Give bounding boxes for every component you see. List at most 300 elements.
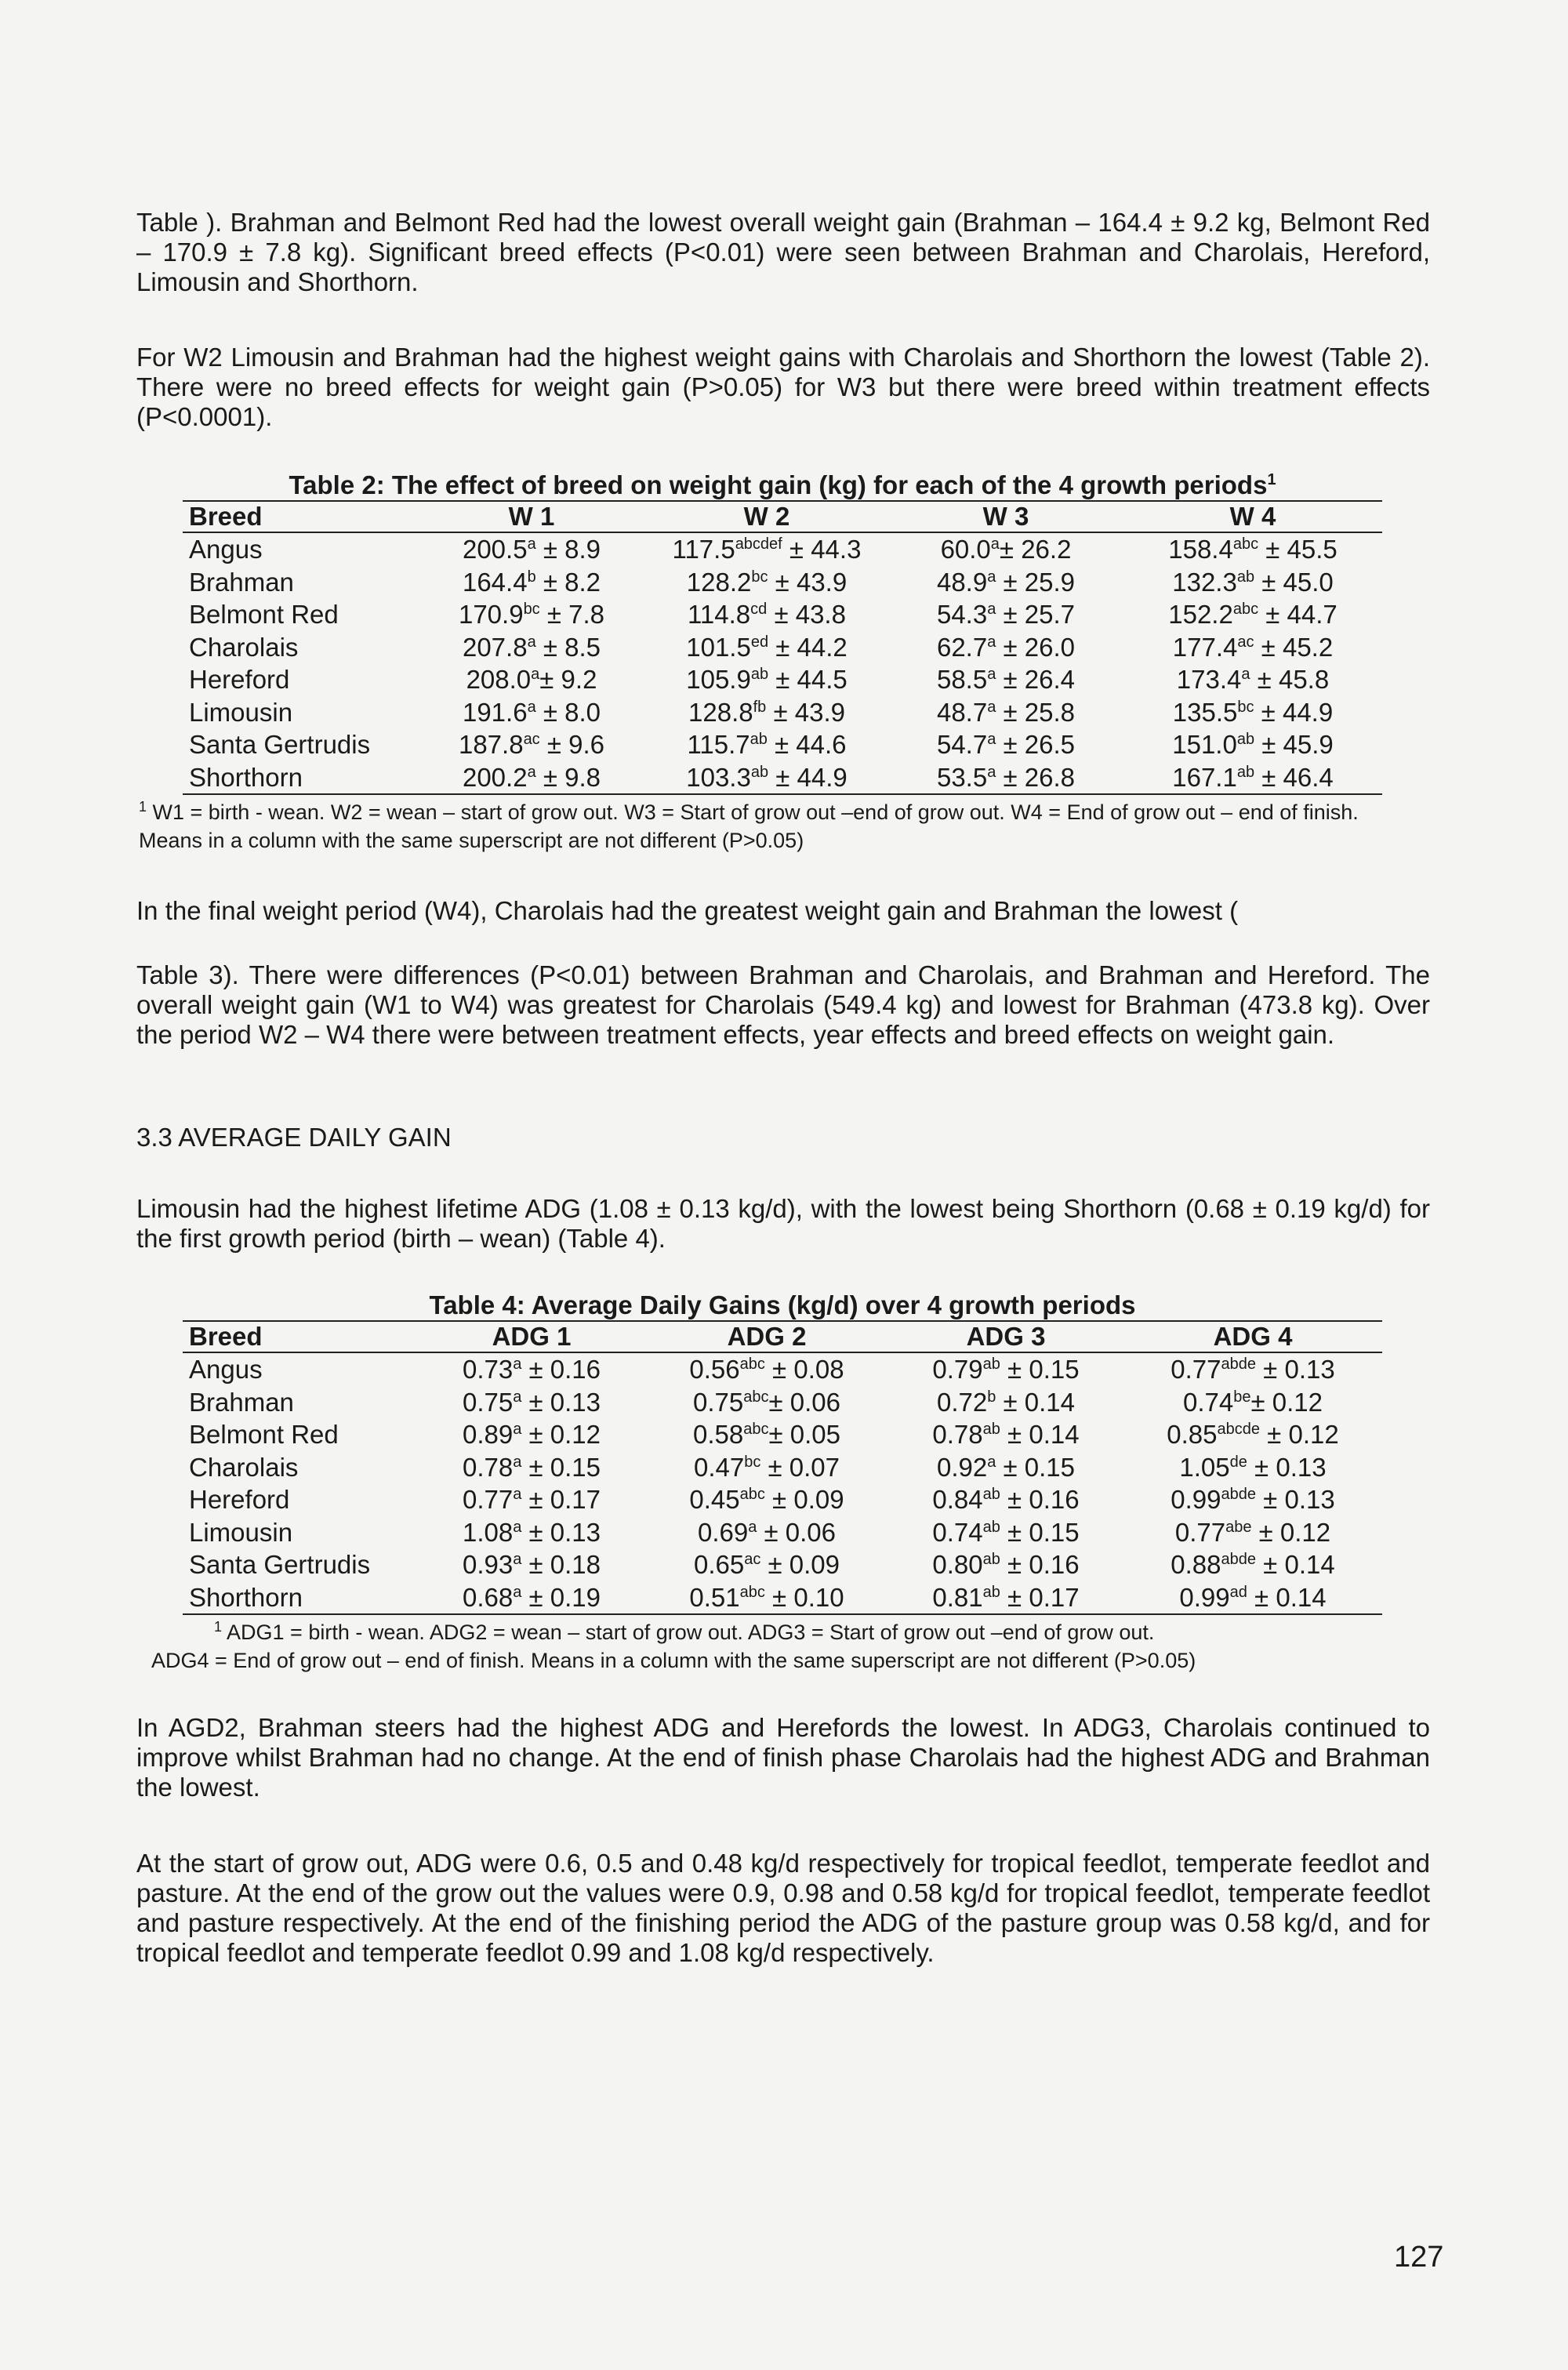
table-4-breed-cell xyxy=(183,1516,418,1549)
table-4-value-cell xyxy=(645,1386,888,1419)
table-4-superscript: abc xyxy=(743,1421,769,1438)
table-2-superscript: ab xyxy=(1236,568,1255,586)
table-2-value-cell xyxy=(1123,598,1382,631)
table-4-value-cell xyxy=(1123,1451,1382,1484)
table-4-superscript: abc xyxy=(743,1388,769,1406)
table-4-error: ± 0.15 xyxy=(1000,1355,1080,1384)
table-4-breed-cell xyxy=(183,1581,418,1615)
table-2-error: ± 25.7 xyxy=(996,600,1076,629)
table-4-value: 0.99 xyxy=(1179,1582,1230,1612)
table-2-value: Charolais xyxy=(189,632,299,662)
table-2-error: ± 26.4 xyxy=(996,665,1076,694)
table-4-value-cell xyxy=(645,1548,888,1581)
table-4-error: ± 0.13 xyxy=(1256,1355,1335,1384)
table-4-error: ± 0.18 xyxy=(521,1550,601,1579)
table-4-value-cell xyxy=(418,1386,645,1419)
table-4-error: ± 0.12 xyxy=(1250,1387,1323,1417)
table-4-value: Hereford xyxy=(189,1485,290,1514)
table-4-error: ± 0.15 xyxy=(1000,1517,1080,1547)
paragraph-final-weight-period: In the final weight period (W4), Charolais had the greatest weight gain and Brahman the lowest ( xyxy=(136,896,1239,925)
table-2-caption: Table 2: The effect of breed on weight gain (kg) for each of the 4 growth periods$^1$ xyxy=(183,470,1382,502)
table-4-error: ± 0.17 xyxy=(1000,1582,1080,1612)
table-4-value: 0.74 xyxy=(932,1517,983,1547)
table-2-value: Hereford xyxy=(189,665,290,694)
table-2-value-cell xyxy=(888,532,1123,566)
table-2-value: 60.0 xyxy=(940,535,991,564)
table-2-error: ± 25.9 xyxy=(996,567,1076,597)
table-2-superscript: bc xyxy=(523,601,540,618)
table-2-value: 208.0 xyxy=(466,665,532,694)
table-4-value-cell xyxy=(888,1352,1123,1386)
table-4-superscript: de xyxy=(1229,1453,1247,1471)
table-4-value-cell xyxy=(645,1352,888,1386)
table-2-value: 54.7 xyxy=(936,730,988,759)
table-2-superscript: bc xyxy=(751,568,768,586)
table-4-grid xyxy=(183,1322,1382,1615)
table-2-header-w3: W 3 xyxy=(888,502,1123,532)
table-4-value: Limousin xyxy=(189,1517,293,1547)
table-4-superscript: abde xyxy=(1221,1486,1257,1503)
table-2-breed-cell xyxy=(183,728,418,761)
table-2-value: 101.5 xyxy=(686,632,751,662)
table-4-header-breed: Breed xyxy=(183,1322,418,1352)
table-4-value-cell xyxy=(1123,1548,1382,1581)
table-4-value: 0.51 xyxy=(689,1582,740,1612)
table-2-superscript: a xyxy=(987,601,996,618)
table-4-header-adg2: ADG 2 xyxy=(645,1322,888,1352)
table-2-row xyxy=(183,566,1382,599)
table-2-error: ± 44.2 xyxy=(768,632,848,662)
table-2-error: ± 45.9 xyxy=(1254,730,1334,759)
table-2-error: ± 26.0 xyxy=(996,632,1076,662)
table-4-superscript: ab xyxy=(982,1518,1000,1536)
table-2-value-cell xyxy=(645,566,888,599)
table-4-header-adg1: ADG 1 xyxy=(418,1322,645,1352)
table-4-error: ± 0.16 xyxy=(1000,1550,1080,1579)
table-4-value: 0.93 xyxy=(462,1550,514,1579)
table-2-value-cell xyxy=(645,696,888,729)
table-4-superscript: a xyxy=(513,1356,522,1373)
table-2-row xyxy=(183,598,1382,631)
table-2-value: 200.5 xyxy=(462,535,528,564)
table-4-breed-cell xyxy=(183,1352,418,1386)
table-2-error: ± 44.7 xyxy=(1258,600,1338,629)
table-4-value: 0.84 xyxy=(932,1485,983,1514)
page-number: 127 xyxy=(1394,2241,1444,2274)
table-2-value-cell xyxy=(888,631,1123,664)
table-4-value: 0.73 xyxy=(462,1355,514,1384)
table-2-value-cell xyxy=(888,566,1123,599)
table-4-value: 0.89 xyxy=(462,1420,514,1449)
table-4-row xyxy=(183,1386,1382,1419)
table-4-superscript: ab xyxy=(982,1551,1000,1568)
table-2-body xyxy=(183,532,1382,794)
table-4-value-cell xyxy=(418,1352,645,1386)
table-2-value: 207.8 xyxy=(462,632,528,662)
table-4-value: 0.85 xyxy=(1167,1420,1218,1449)
table-2-value-cell xyxy=(1123,631,1382,664)
table-4-value: 0.75 xyxy=(693,1387,744,1417)
table-2-breed-cell xyxy=(183,598,418,631)
table-2-error: ± 7.8 xyxy=(539,600,605,629)
table-2-superscript: a xyxy=(987,666,996,683)
table-2-superscript: ab xyxy=(1236,731,1255,748)
table-2-header-w1: W 1 xyxy=(418,502,645,532)
table-2-error: ± 45.2 xyxy=(1254,632,1334,662)
table-4-breed-cell xyxy=(183,1483,418,1516)
table-4-error: ± 0.10 xyxy=(764,1582,844,1612)
table-4-value: 0.92 xyxy=(936,1452,988,1482)
table-4-value-cell xyxy=(888,1451,1123,1484)
table-4-error: ± 0.16 xyxy=(1000,1485,1080,1514)
table-2-header-row xyxy=(183,502,1382,532)
table-2-value: 170.9 xyxy=(458,600,524,629)
table-4-caption: Table 4: Average Daily Gains (kg/d) over 4 growth periods xyxy=(183,1290,1382,1322)
table-2-row xyxy=(183,728,1382,761)
table-4-superscript: ab xyxy=(982,1356,1000,1373)
table-4-superscript: a xyxy=(748,1518,757,1536)
paragraph-w2-w3: For W2 Limousin and Brahman had the highest weight gains with Charolais and Shorthorn the lowest (Table 2). There were no breed effects for weight gain (P>0.05) for W3 but there were breed within treatment effects (P<0.0001). xyxy=(136,343,1430,431)
table-2-grid xyxy=(183,502,1382,795)
table-4-error: ± 0.17 xyxy=(521,1485,601,1514)
table-2-value: 135.5 xyxy=(1172,697,1238,727)
table-2-superscript: a xyxy=(987,568,996,586)
table-4-error: ± 0.09 xyxy=(760,1550,840,1579)
table-4-superscript: ab xyxy=(982,1421,1000,1438)
table-4-value: 0.81 xyxy=(932,1582,983,1612)
table-4-footnote-line2: ADG4 = End of grow out – end of finish. Means in a column with the same superscript are not different (P>0.05) xyxy=(151,1649,1196,1672)
table-2-value: 62.7 xyxy=(936,632,988,662)
table-2-value-cell xyxy=(418,532,645,566)
table-2-error: ± 45.0 xyxy=(1254,567,1334,597)
table-2-value: 58.5 xyxy=(936,665,988,694)
table-2-error: ± 9.8 xyxy=(535,762,601,792)
table-4-value-cell xyxy=(1123,1418,1382,1451)
table-4-value-cell xyxy=(418,1548,645,1581)
table-4-error: ± 0.05 xyxy=(768,1420,840,1449)
table-4-row xyxy=(183,1451,1382,1484)
table-2-error: ± 44.6 xyxy=(767,730,847,759)
table-2-value-cell xyxy=(418,663,645,696)
table-2-superscript: abc xyxy=(1232,535,1259,553)
table-4-value-cell xyxy=(645,1418,888,1451)
table-4-row xyxy=(183,1418,1382,1451)
table-4-value: 0.77 xyxy=(1171,1355,1221,1384)
table-4-superscript: a xyxy=(513,1518,522,1536)
table-4-row xyxy=(183,1581,1382,1615)
table-2-error: ± 25.8 xyxy=(996,697,1076,727)
table-2-value-cell xyxy=(888,663,1123,696)
table-4-value-cell xyxy=(888,1516,1123,1549)
table-2-error: ± 45.8 xyxy=(1250,665,1330,694)
table-4-value: 0.65 xyxy=(693,1550,745,1579)
table-2-error: ± 9.6 xyxy=(539,730,605,759)
table-2-error: ± 44.9 xyxy=(768,762,848,792)
table-2-value: Angus xyxy=(189,535,263,564)
table-4-error: ± 0.14 xyxy=(1256,1550,1335,1579)
table-4-superscript: bc xyxy=(744,1453,761,1471)
table-4-value-cell xyxy=(888,1548,1123,1581)
table-2-superscript: a xyxy=(987,633,996,651)
table-4-error: ± 0.16 xyxy=(521,1355,601,1384)
table-4-value: 0.78 xyxy=(462,1452,514,1482)
table-4-value: 0.45 xyxy=(689,1485,740,1514)
table-4-error: ± 0.12 xyxy=(521,1420,601,1449)
table-2-error: ± 43.9 xyxy=(768,567,848,597)
table-4-superscript: abc xyxy=(739,1486,765,1503)
table-2-value: 128.2 xyxy=(686,567,752,597)
table-2-superscript: a xyxy=(527,698,536,716)
table-4-error: ± 0.06 xyxy=(768,1387,840,1417)
table-4-error: ± 0.09 xyxy=(764,1485,844,1514)
table-4-breed-cell xyxy=(183,1548,418,1581)
table-4-error: ± 0.14 xyxy=(996,1387,1076,1417)
table-2-error: ± 44.5 xyxy=(768,665,848,694)
table-2-superscript: abcdef xyxy=(735,535,782,553)
paragraph-weight-gain-overall: Table ). Brahman and Belmont Red had the lowest overall weight gain (Brahman – 164.4 ± 9.2 kg, Belmont Red – 170.9 ± 7.8 kg). Significant breed effects (P<0.01) were seen between Brahman and Charolais, Hereford, Limousin and Shorthorn. xyxy=(136,208,1430,296)
table-2-value-cell xyxy=(418,566,645,599)
table-4-value: Shorthorn xyxy=(189,1582,303,1612)
table-4-superscript: a xyxy=(513,1388,522,1406)
table-4-superscript: ad xyxy=(1229,1583,1247,1601)
table-4-value: 0.56 xyxy=(689,1355,740,1384)
table-2-superscript: a xyxy=(531,666,540,683)
table-2-value: 158.4 xyxy=(1168,535,1233,564)
table-2-superscript: a xyxy=(987,731,996,748)
table-4-error: ± 0.13 xyxy=(521,1517,601,1547)
table-2-value-cell xyxy=(888,761,1123,795)
table-2-value: 128.8 xyxy=(688,697,753,727)
table-2-error: ± 26.5 xyxy=(996,730,1076,759)
table-2-header-w4: W 4 xyxy=(1123,502,1382,532)
table-2-value: 48.7 xyxy=(936,697,988,727)
table-4-row xyxy=(183,1548,1382,1581)
table-2-superscript: ab xyxy=(750,763,769,781)
table-4-value: 0.75 xyxy=(462,1387,514,1417)
table-4-value-cell xyxy=(888,1581,1123,1615)
table-4-value: 0.74 xyxy=(1183,1387,1234,1417)
table-4-error: ± 0.06 xyxy=(757,1517,837,1547)
table-2-superscript: fb xyxy=(753,698,767,716)
table-4-body xyxy=(183,1352,1382,1614)
table-2-value-cell xyxy=(1123,566,1382,599)
table-2-error: ± 45.5 xyxy=(1258,535,1338,564)
table-2-superscript: a xyxy=(527,633,536,651)
table-2-value: 191.6 xyxy=(462,697,528,727)
table-2-value: 164.4 xyxy=(462,567,528,597)
table-2-superscript: ab xyxy=(750,731,768,748)
table-2-value: Shorthorn xyxy=(189,762,303,792)
table-4-superscript: abe xyxy=(1225,1518,1252,1536)
table-2-value-cell xyxy=(645,728,888,761)
table-2-value-cell xyxy=(418,631,645,664)
table-4-row xyxy=(183,1516,1382,1549)
table-2-value-cell xyxy=(1123,728,1382,761)
table-4-breed-cell xyxy=(183,1451,418,1484)
table-4-value-cell xyxy=(645,1581,888,1615)
table-4-value-cell xyxy=(645,1483,888,1516)
table-4-value-cell xyxy=(1123,1386,1382,1419)
table-2-value-cell xyxy=(1123,761,1382,795)
table-4-value: 0.77 xyxy=(462,1485,514,1514)
table-4-value-cell xyxy=(645,1516,888,1549)
table-4-superscript: a xyxy=(513,1583,522,1601)
table-2-value: 200.2 xyxy=(462,762,528,792)
table-4-error: ± 0.13 xyxy=(521,1387,601,1417)
table-4-superscript: be xyxy=(1233,1388,1251,1406)
table-2-value-cell xyxy=(645,663,888,696)
table-4-error: ± 0.08 xyxy=(764,1355,844,1384)
table-4-error: ± 0.14 xyxy=(1247,1582,1327,1612)
table-4-superscript: ac xyxy=(744,1551,761,1568)
table-4-superscript: abde xyxy=(1221,1356,1257,1373)
table-2-superscript: a xyxy=(527,763,536,781)
table-2-breed-cell xyxy=(183,631,418,664)
paragraph-adg2-adg3: In AGD2, Brahman steers had the highest ADG and Herefords the lowest. In ADG3, Charolais continued to improve whilst Brahman had no change. At the end of finish phase Charolais had the highest ADG and Brahman the lowest. xyxy=(136,1713,1430,1802)
table-2-error: ± 8.9 xyxy=(535,535,601,564)
table-2-value: 103.3 xyxy=(686,762,751,792)
table-4-error: ± 0.13 xyxy=(1256,1485,1335,1514)
table-4-value-cell xyxy=(418,1483,645,1516)
table-2-breed-cell xyxy=(183,761,418,795)
table-2-value: 117.5 xyxy=(672,535,735,564)
table-2-value-cell xyxy=(418,761,645,795)
table-2-value: 187.8 xyxy=(458,730,524,759)
table-4-value: Charolais xyxy=(189,1452,299,1482)
table-4-superscript: a xyxy=(513,1421,522,1438)
table-2-value: 152.2 xyxy=(1168,600,1233,629)
table-2-superscript: a xyxy=(987,698,996,716)
table-2-header-breed: Breed xyxy=(183,502,418,532)
table-2-value: 53.5 xyxy=(936,762,988,792)
table-2-value-cell xyxy=(888,728,1123,761)
paragraph-lifetime-adg: Limousin had the highest lifetime ADG (1.08 ± 0.13 kg/d), with the lowest being Shorthorn (0.68 ± 0.19 kg/d) for the first growth period (birth – wean) (Table 4). xyxy=(136,1194,1430,1253)
table-2-superscript: bc xyxy=(1237,698,1254,716)
table-4-value-cell xyxy=(418,1581,645,1615)
table-4-value-cell xyxy=(1123,1483,1382,1516)
table-4-error: ± 0.12 xyxy=(1260,1420,1339,1449)
paragraph-overall-weight-gain: Table 3). There were differences (P<0.01) between Brahman and Charolais, and Brahman and Hereford. The overall weight gain (W1 to W4) was greatest for Charolais (549.4 kg) and lowest for Brahman (473.8 kg). Over the period W2 – W4 there were between treatment effects, year effects and breed effects on weight gain. xyxy=(136,960,1430,1049)
table-2-value-cell xyxy=(418,728,645,761)
table-4-breed-cell xyxy=(183,1418,418,1451)
table-2-value: 54.3 xyxy=(936,600,988,629)
table-4-value: 0.68 xyxy=(462,1582,514,1612)
table-2-value: Belmont Red xyxy=(189,600,339,629)
table-2-value: 48.9 xyxy=(936,567,988,597)
table-4-superscript: abde xyxy=(1221,1551,1257,1568)
table-2-value: 151.0 xyxy=(1172,730,1237,759)
table-2-breed-cell xyxy=(183,532,418,566)
table-4-breed-cell xyxy=(183,1386,418,1419)
table-2-value-cell xyxy=(888,696,1123,729)
table-4-error: ± 0.19 xyxy=(521,1582,601,1612)
table-4-value-cell xyxy=(888,1386,1123,1419)
table-2-header-w2: W 2 xyxy=(645,502,888,532)
table-2-value: 114.8 xyxy=(688,600,751,629)
table-4-value-cell xyxy=(418,1451,645,1484)
table-2-superscript: ab xyxy=(1236,763,1255,781)
table-4-superscript: a xyxy=(987,1453,996,1471)
table-2-value-cell xyxy=(1123,696,1382,729)
table-2-value: Limousin xyxy=(189,697,293,727)
table-4-superscript: a xyxy=(513,1486,522,1503)
table-2-error: ± 44.3 xyxy=(782,535,862,564)
table-4-row xyxy=(183,1483,1382,1516)
table-2-superscript: abc xyxy=(1232,601,1259,618)
table-4-value: Belmont Red xyxy=(189,1420,339,1449)
table-2-row xyxy=(183,532,1382,566)
table-2-error: ± 26.2 xyxy=(999,535,1072,564)
table-2-superscript: cd xyxy=(750,601,768,618)
table-2-breed-cell xyxy=(183,663,418,696)
table-4-value: 0.99 xyxy=(1171,1485,1221,1514)
table-4-value: Brahman xyxy=(189,1387,294,1417)
table-4-value: Santa Gertrudis xyxy=(189,1550,371,1579)
table-4-superscript: abcde xyxy=(1217,1421,1261,1438)
table-4-error: ± 0.15 xyxy=(521,1452,601,1482)
table-4-value-cell xyxy=(1123,1352,1382,1386)
table-2-value: 115.7 xyxy=(687,730,750,759)
table-2-value: 132.3 xyxy=(1172,567,1237,597)
table-2-value-cell xyxy=(1123,532,1382,566)
table-4-superscript: a xyxy=(513,1551,522,1568)
table-4-value: 0.79 xyxy=(932,1355,983,1384)
table-2-value-cell xyxy=(888,598,1123,631)
table-2-error: ± 8.0 xyxy=(535,697,601,727)
table-2-superscript: ac xyxy=(523,731,540,748)
table-2-superscript: a xyxy=(987,763,996,781)
table-2-value-cell xyxy=(418,696,645,729)
table-2-row xyxy=(183,761,1382,795)
table-4-value: 0.58 xyxy=(693,1420,744,1449)
table-2-superscript: a xyxy=(1241,666,1250,683)
table-2-error: ± 26.8 xyxy=(996,762,1076,792)
table-2-error: ± 8.2 xyxy=(535,567,601,597)
table-4-error: ± 0.15 xyxy=(996,1452,1076,1482)
table-4-value: 0.78 xyxy=(932,1420,983,1449)
table-4-footnote-line1: $^1$ ADG1 = birth - wean. ADG2 = wean – start of grow out. ADG3 = Start of grow out –end of grow out. xyxy=(214,1619,1155,1644)
table-2-error: ± 43.9 xyxy=(766,697,845,727)
table-2-error: ± 44.9 xyxy=(1254,697,1334,727)
table-2-error: ± 8.5 xyxy=(535,632,601,662)
table-4-header-adg3: ADG 3 xyxy=(888,1322,1123,1352)
table-2-breed-cell xyxy=(183,566,418,599)
table-4-error: ± 0.13 xyxy=(1247,1452,1327,1482)
table-4-value: 1.05 xyxy=(1179,1452,1230,1482)
table-2-value: 177.4 xyxy=(1172,632,1238,662)
table-4-value: 0.88 xyxy=(1171,1550,1221,1579)
table-2-superscript: b xyxy=(527,568,536,586)
table-4-value: Angus xyxy=(189,1355,263,1384)
table-2-error: ± 43.8 xyxy=(767,600,846,629)
table-4-value-cell xyxy=(645,1451,888,1484)
table-2-value-cell xyxy=(645,598,888,631)
table-4-superscript: b xyxy=(987,1388,996,1406)
table-2-superscript: ac xyxy=(1237,633,1254,651)
table-2-value-cell xyxy=(645,631,888,664)
table-2-footnote: $^1$ W1 = birth - wean. W2 = wean – start of grow out. W3 = Start of grow out –end of grow out. W4 = End of grow out – end of finish. Means in a column with the same superscript are not different (P>0.05) xyxy=(139,799,1359,852)
table-2-value: 105.9 xyxy=(686,665,751,694)
table-2-value: Brahman xyxy=(189,567,294,597)
table-2-value-cell xyxy=(645,532,888,566)
table-2-superscript: a xyxy=(527,535,536,553)
table-4-value-cell xyxy=(1123,1516,1382,1549)
table-4-value-cell xyxy=(888,1418,1123,1451)
table-2-value-cell xyxy=(645,761,888,795)
table-4-value-cell xyxy=(888,1483,1123,1516)
section-heading-adg: 3.3 AVERAGE DAILY GAIN xyxy=(136,1123,452,1152)
table-4-value: 0.80 xyxy=(932,1550,983,1579)
